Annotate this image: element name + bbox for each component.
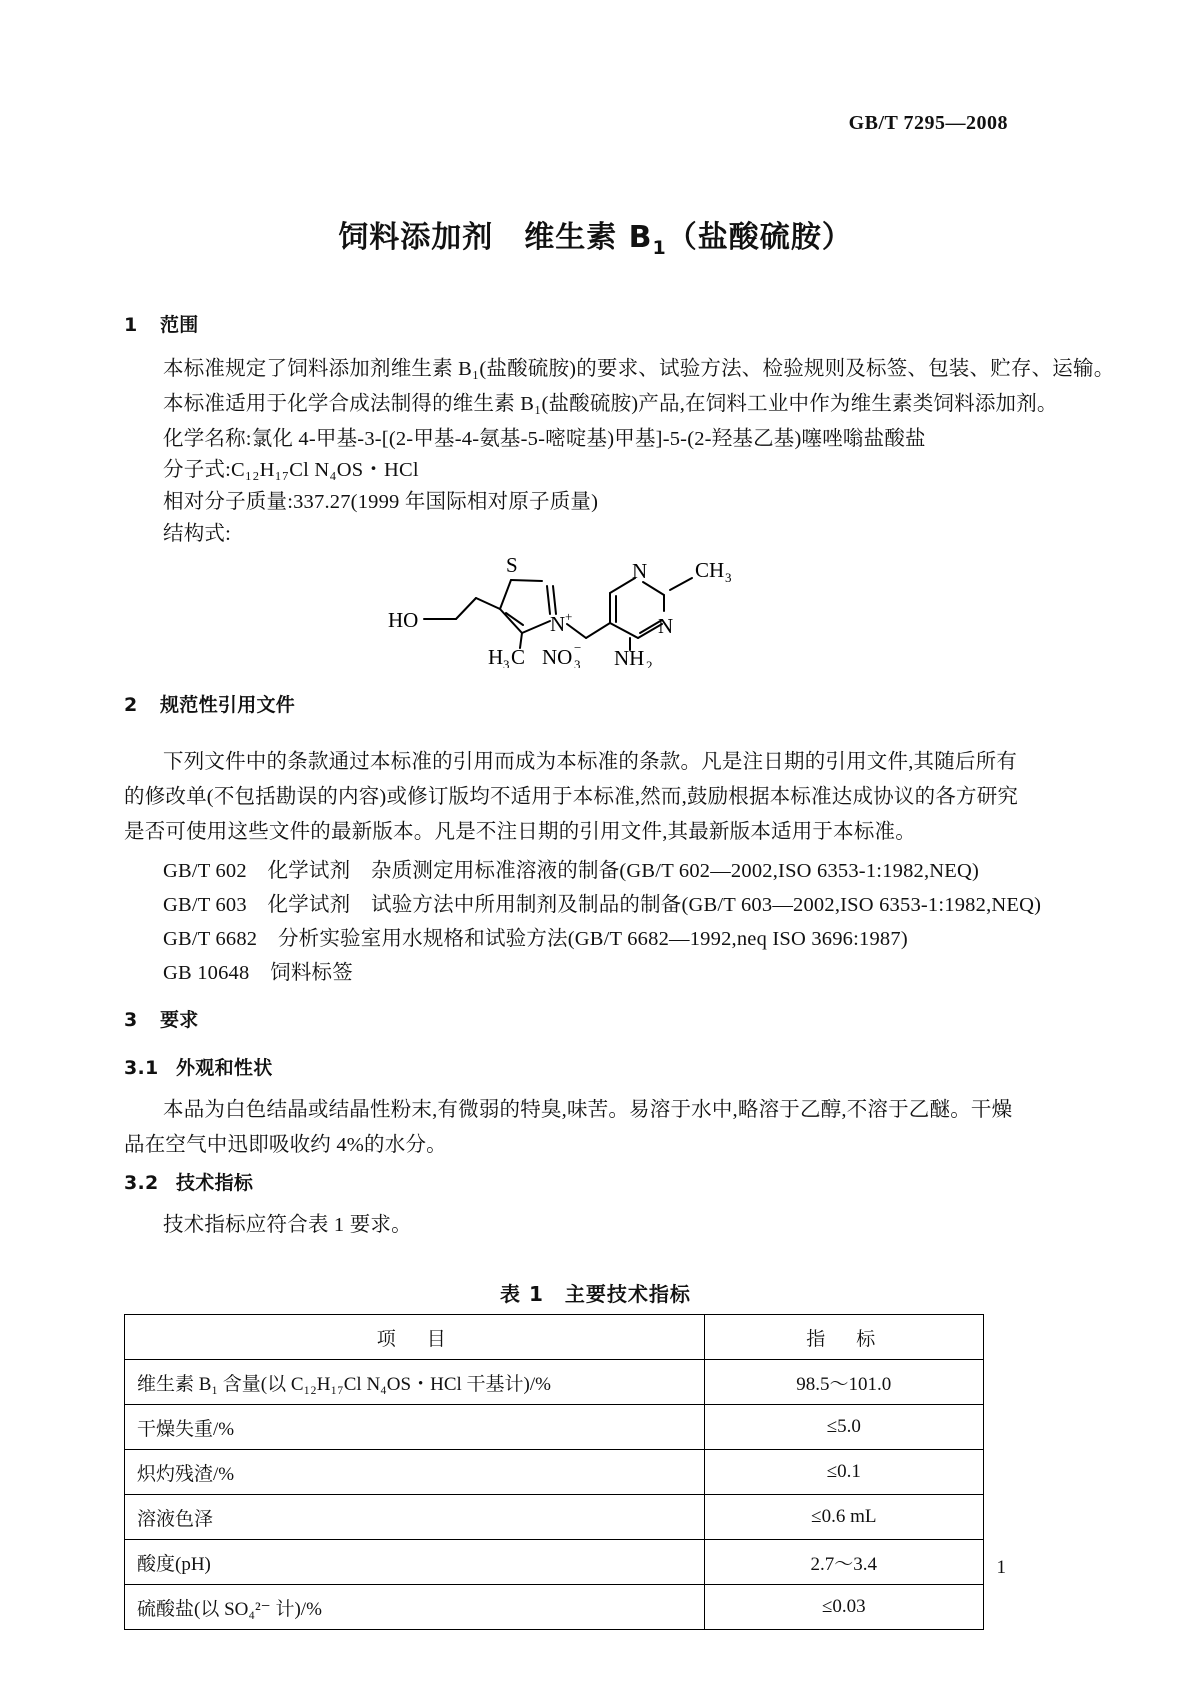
section-number-3: 3 [124,1009,138,1031]
chemical-name-line: 化学名称:氯化 4-甲基-3-[(2-甲基-4-氨基-5-嘧啶基)甲基]-5-(2-羟基乙基)噻唑嗡盐酸盐 [163,428,926,450]
structure-label-n-plus-charge: + [565,609,573,624]
structure-label-n-bottom: N [658,614,674,638]
structure-label-ch3-sub: 3 [725,570,732,585]
structure-label: 结构式: [163,523,231,545]
structure-label-h3c-tail: C [511,645,526,668]
structure-label-s: S [506,553,518,577]
table-row [125,1540,984,1585]
table-cell-item: 炽灼残渣/% [125,1450,705,1495]
structure-label-no3-sub: 3 [574,657,581,668]
table-cell-item: 酸度(pH) [125,1540,705,1585]
page-title-main: 饲料添加剂 维生素 B [338,220,653,255]
section32-paragraph-1: 技术指标应符合表 1 要求。 [163,1214,412,1236]
section-title-3: 要求 [160,1009,199,1031]
section-number-1: 1 [124,314,138,336]
table-cell-item: 维生素 B₁ 含量(以 C₁₂H₁₇Cl N₄OS・HCl 干基计)/% [125,1360,705,1405]
page-title [0,212,1191,259]
section1-paragraph-1: 本标准规定了饲料添加剂维生素 B₁(盐酸硫胺)的要求、试验方法、检验规则及标签、包装、贮存、运输。 [163,358,1115,380]
structure-label-h3c: H [488,645,504,668]
section31-paragraph-2: 品在空气中迅即吸收约 4%的水分。 [124,1134,447,1156]
structure-label-no3-charge: − [574,640,582,655]
section-number-3-2: 3.2 [124,1172,159,1194]
section-number-3-1: 3.1 [124,1057,159,1079]
section-title-2: 规范性引用文件 [160,694,296,716]
molecular-mass-line: 相对分子质量:337.27(1999 年国际相对原子质量) [163,491,599,513]
section-heading-2 [124,690,295,717]
table-row [125,1585,984,1630]
structure-label-n-plus: N [550,612,566,636]
reference-item: GB/T 602 化学试剂 杂质测定用标准溶液的制备(GB/T 602—2002,ISO 6353-1:1982,NEQ) [163,860,980,882]
section-heading-3-1 [124,1053,273,1080]
table-cell-value: ≤0.6 mL [704,1495,983,1540]
chemical-structure-svg [370,538,790,668]
section-title-1: 范围 [160,314,199,336]
structure-label-n-top: N [632,559,648,583]
reference-item: GB/T 603 化学试剂 试验方法中所用制剂及制品的制备(GB/T 603—2002,ISO 6353-1:1982,NEQ) [163,894,1042,916]
section31-paragraph-1: 本品为白色结晶或结晶性粉末,有微弱的特臭,味苦。易溶于水中,略溶于乙醇,不溶于乙醚。干燥 [163,1099,1013,1121]
structure-label-nh2: NH [614,646,645,668]
section2-paragraph-1: 下列文件中的条款通过本标准的引用而成为本标准的条款。凡是注日期的引用文件,其随后所有 [163,751,1018,773]
table-header-value: 指 标 [704,1315,983,1360]
section-heading-3 [124,1005,199,1032]
table-row [125,1450,984,1495]
table-cell-item: 干燥失重/% [125,1405,705,1450]
table-row [125,1495,984,1540]
table-row [125,1360,984,1405]
chemical-structure-diagram [370,538,790,668]
table-cell-value: ≤0.03 [704,1585,983,1630]
page-title-tail: （盐酸硫胺） [666,220,853,255]
section-heading-1 [124,310,199,337]
table-row [125,1405,984,1450]
page-title-subscript: 1 [652,237,667,259]
section1-paragraph-2: 本标准适用于化学合成法制得的维生素 B₁(盐酸硫胺)产品,在饲料工业中作为维生素类饲料添加剂。 [163,393,1058,415]
section2-paragraph-2: 的修改单(不包括勘误的内容)或修订版均不适用于本标准,然而,鼓励根据本标准达成协议的各方研究 [124,786,1019,808]
structure-label-no3: NO [542,645,573,668]
section-title-3-1: 外观和性状 [176,1057,273,1079]
table-cell-value: ≤5.0 [704,1405,983,1450]
table-cell-value: ≤0.1 [704,1450,983,1495]
table-cell-item: 溶液色泽 [125,1495,705,1540]
standard-number-header: GB/T 7295—2008 [848,112,1008,134]
section-number-2: 2 [124,694,138,716]
section-heading-3-2 [124,1168,253,1195]
table-cell-value: 98.5～101.0 [704,1360,983,1405]
section-title-3-2: 技术指标 [176,1172,254,1194]
table-header-item: 项 目 [125,1315,705,1360]
reference-item: GB 10648 饲料标签 [163,962,353,984]
structure-label-ho: HO [388,608,419,632]
section2-paragraph-3: 是否可使用这些文件的最新版本。凡是不注日期的引用文件,其最新版本适用于本标准。 [124,821,916,843]
structure-label-nh2-sub: 2 [646,658,653,668]
page-number: 1 [996,1557,1006,1578]
molecular-formula-line: 分子式:C₁₂H₁₇Cl N₄OS・HCl [163,459,419,481]
specification-table [124,1314,984,1630]
table-caption: 表 1 主要技术指标 [500,1282,691,1306]
structure-label-h3c-sub: 3 [503,657,510,668]
table-cell-item: 硫酸盐(以 SO₄²⁻ 计)/% [125,1585,705,1630]
table-cell-value: 2.7～3.4 [704,1540,983,1585]
reference-item: GB/T 6682 分析实验室用水规格和试验方法(GB/T 6682—1992,neq ISO 3696:1987) [163,928,908,950]
table-header-row [125,1315,984,1360]
structure-label-ch3: CH [695,558,725,582]
